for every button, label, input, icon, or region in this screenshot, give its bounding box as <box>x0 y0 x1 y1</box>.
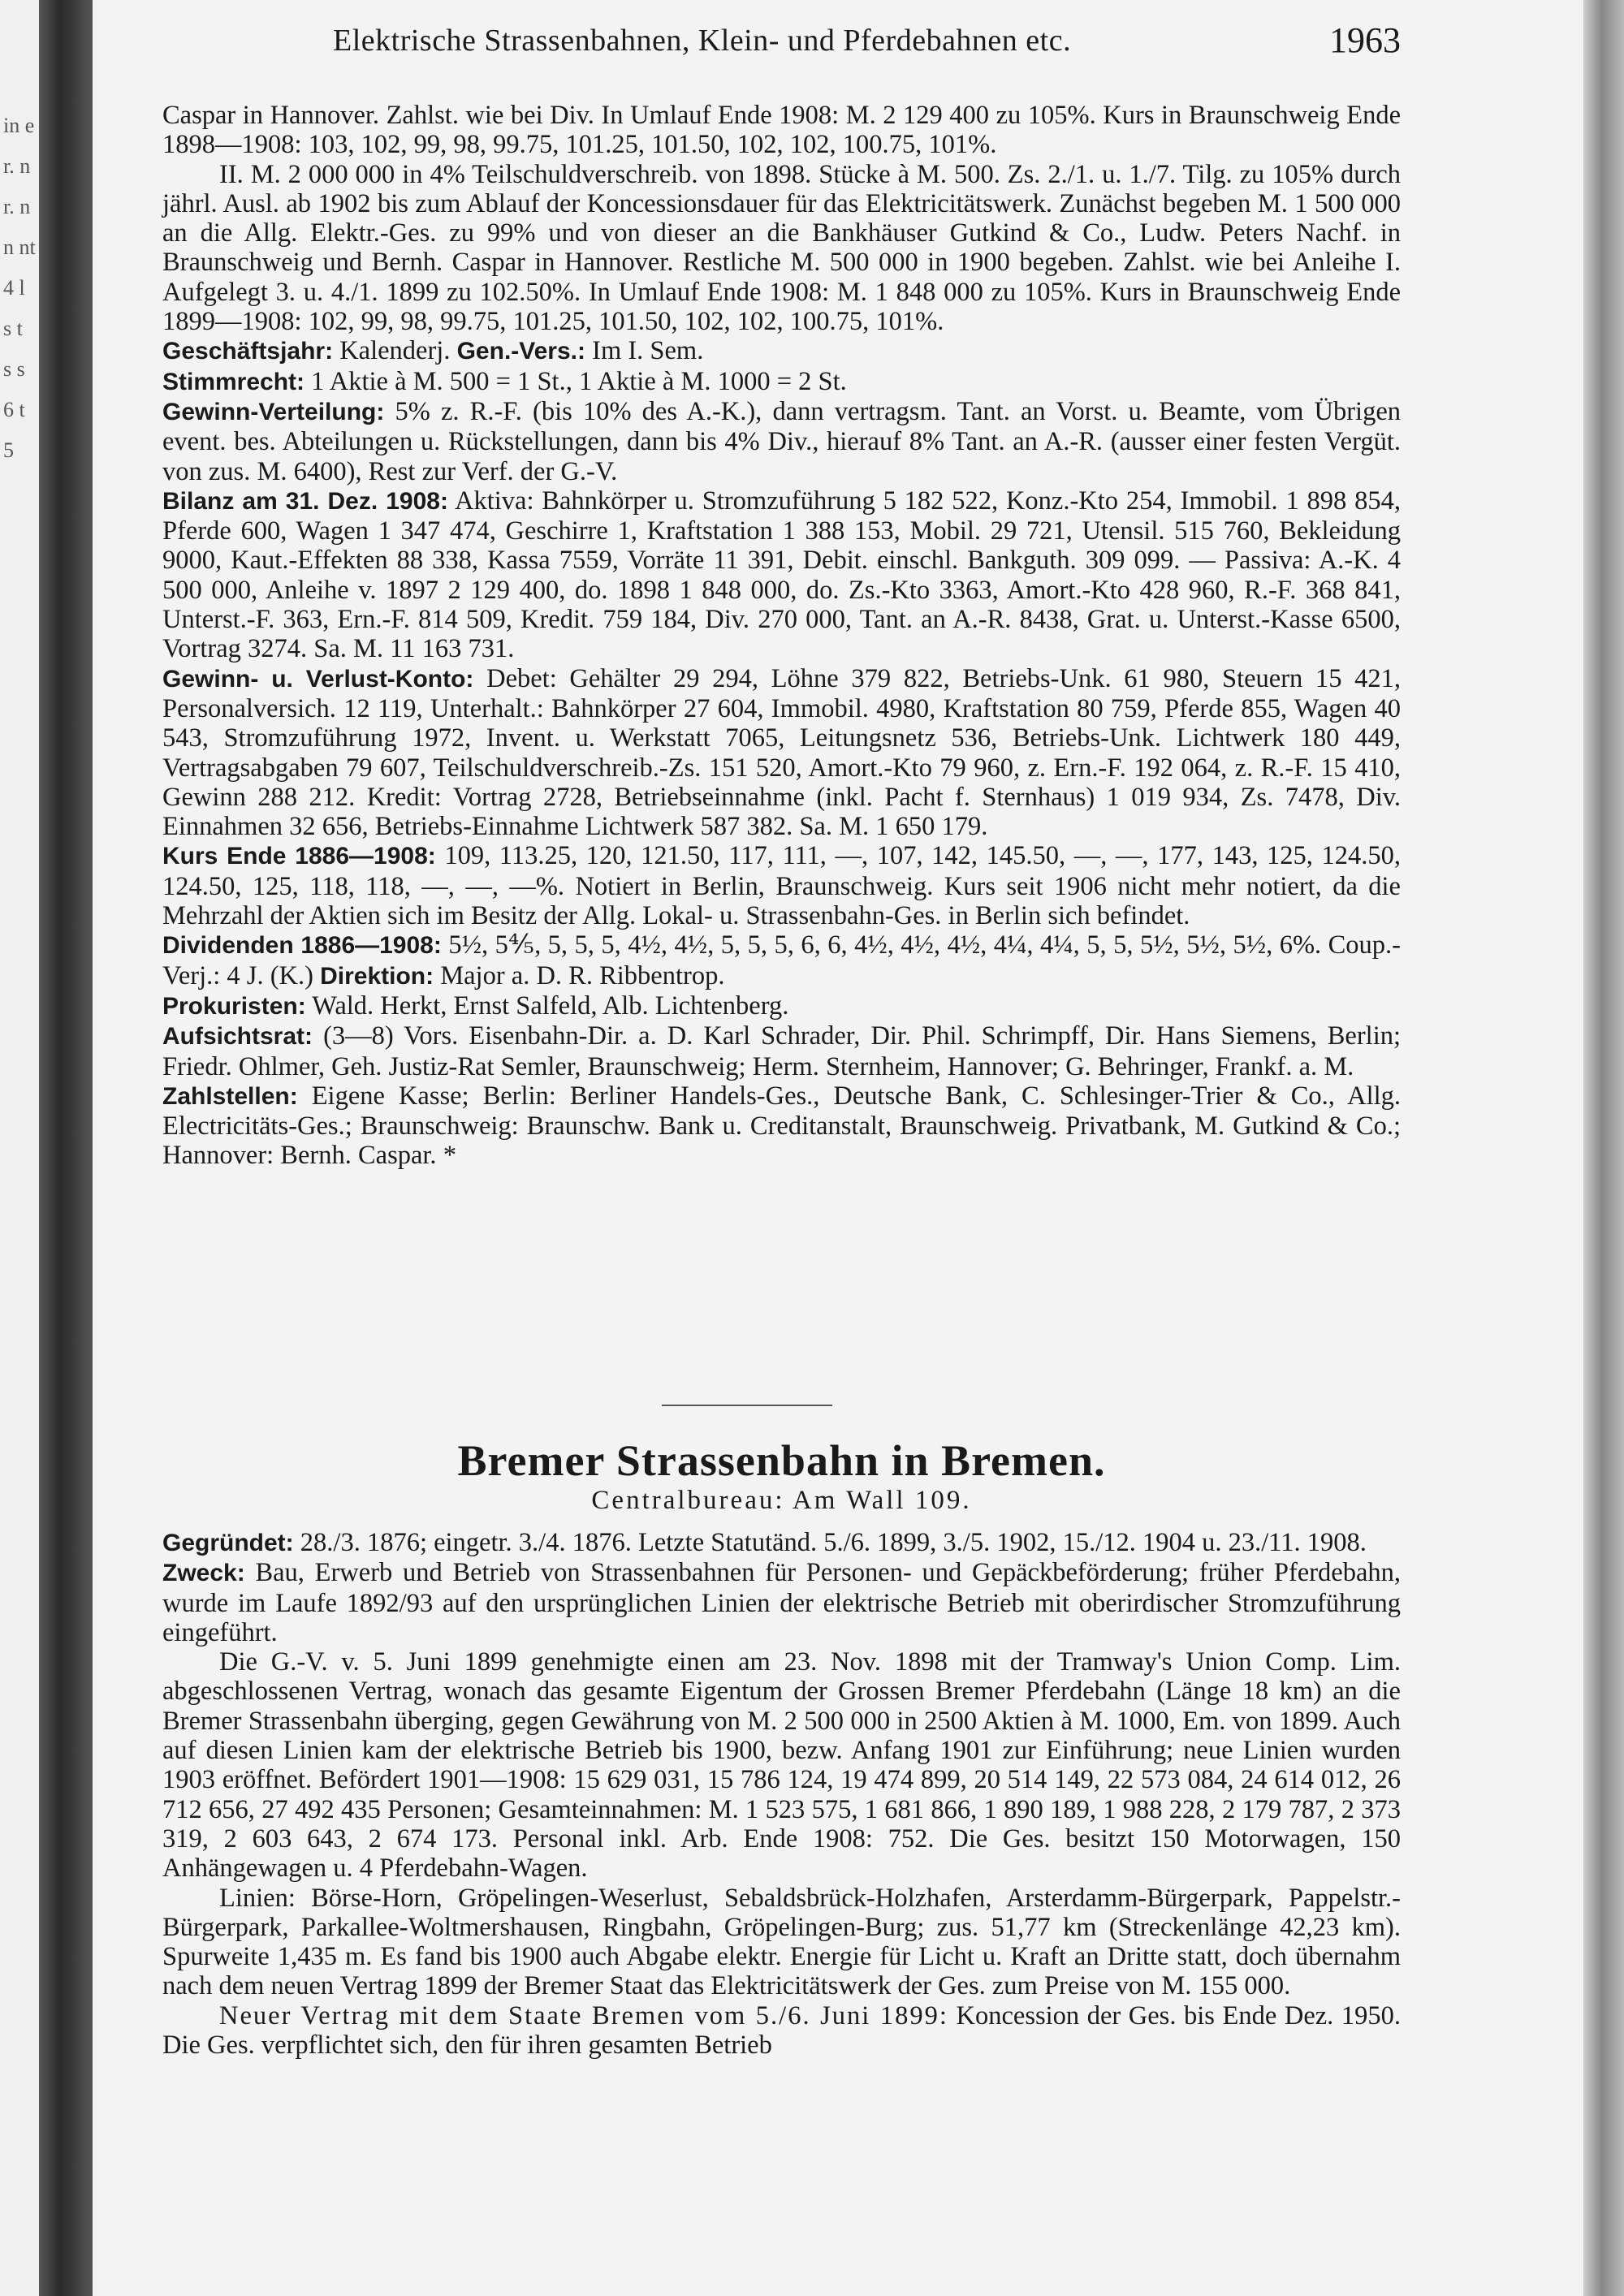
value: (3—8) Vors. Eisenbahn-Dir. a. D. Karl Schrader, Dir. Phil. Schrimpff, Dir. Hans Siemens, Berlin; Friedr. Ohlmer, Geh. Justiz-Rat Semler, Braunschweig; Herm. Sternheim, Hannover; G. Behringer, Frankf. a. M. <box>162 1021 1402 1081</box>
entry-gewinn-verlust <box>162 664 1401 842</box>
entry-aufsichtsrat <box>162 1021 1401 1081</box>
vertrag-text: Koncession der Ges. bis Ende Dez. 1950. Die Ges. verpflichtet sich, den für ihren gesamten Betrieb <box>162 2000 1401 2061</box>
right-page-edge <box>1583 0 1624 2296</box>
vertrag-lead: Neuer Vertrag mit dem Staate Bremen vom 5./6. Juni 1899: <box>219 2000 948 2031</box>
section-braunschweig <box>162 101 1401 1171</box>
paragraph-anleihe-2: II. M. 2 000 000 in 4% Teilschuldverschreib. von 1898. Stücke à M. 500. Zs. 2./1. u. 1./7. Tilg. zu 105% durch jährl. Ausl. ab 1902 bis zum Ablauf der Koncessionsdauer für das Elektricitätswerk. Zunächst begeben M. 1 500 000 an die Allg. Elektr.-Ges. zu 99% und von dieser an die Bankhäuser Gutkind & Co., Ludw. Peters Nachf. in Braunschweig und Bernh. Caspar in Hannover. Restliche M. 500 000 in 1900 begeben. Zahlst. wie bei Anleihe I. Aufgelegt 3. u. 4./1. 1899 zu 102.50%. In Umlauf Ende 1908: M. 1 848 000 zu 105%. Kurs in Braunschweig Ende 1899—1908: 102, 99, 98, 99.75, 101.25, 101.50, 102, 102, 100.75, 101%. <box>162 159 1401 337</box>
entry-zahlstellen <box>162 1081 1401 1171</box>
label: Gegründet: <box>162 1530 294 1556</box>
entry-geschaeftsjahr <box>162 336 1401 366</box>
value: Debet: Gehälter 29 294, Löhne 379 822, Betriebs-Unk. 61 980, Steuern 15 421, Personalversich. 12 119, Unterhalt.: Bahnkörper 27 604, Immobil. 4980, Kraftstation 80 759, Pferde 855, Wagen 40 543, Stromzuführung 1972, Invent. u. Werkstatt 7065, Leitungsnetz 536, Betriebs-Unk. Lichtwerk 180 449, Vertragsabgaben 79 607, Teilschuldverschreib.-Zs. 151 520, Amort.-Kto 79 960, z. Ern.-F. 192 064, z. R.-F. 15 410, Gewinn 288 212. Kredit: Vortrag 2728, Betriebseinnahme (inkl. Pacht f. Sternhaus) 1 019 934, Zs. 7478, Div. Einnahmen 32 656, Betriebs-Einnahme Lichtwerk 587 382. Sa. M. 1 650 179. <box>162 663 1401 842</box>
label: Dividenden 1886—1908: <box>162 932 442 960</box>
value: Eigene Kasse; Berlin: Berliner Handels-Ges., Deutsche Bank, C. Schlesinger-Trier & Co., Allg. Electricitäts-Ges.; Braunschweig: Braunschw. Bank u. Creditanstalt, Braunschweig. Privatbank, M. Gutkind & Co.; Hannover: Bernh. Caspar. <box>162 1081 1402 1171</box>
value: 28./3. 1876; eingetr. 3./4. 1876. Letzte Statutänd. 5./6. 1899, 3./5. 1902, 15./12. 1904 u. 23./11. 1908. <box>300 1528 1367 1557</box>
value: Bau, Erwerb und Betrieb von Strassenbahnen für Personen- und Gepäckbeförderung; früher Pferdebahn, wurde im Laufe 1892/93 auf den ursprünglichen Linien der elektrische Betrieb mit oberirdischer Stromzuführung eingeführt. <box>162 1558 1401 1647</box>
label: Zahlstellen: <box>162 1082 298 1110</box>
company-title: Bremer Strassenbahn in Bremen. <box>457 1436 1106 1485</box>
section-divider <box>662 1405 832 1406</box>
label: Direktion: <box>320 962 434 990</box>
value: Kalenderj. <box>339 336 451 366</box>
label: Bilanz am 31. Dez. 1908: <box>162 487 448 515</box>
paragraph-gv: Die G.-V. v. 5. Juni 1899 genehmigte einen am 23. Nov. 1898 mit der Tramway's Union Comp. Lim. abgeschlossenen Vertrag, wonach das gesamte Eigentum der Grossen Bremer Pferdebahn (Länge 18 km) an die Bremer Strassenbahn überging, gegen Gewährung von M. 2 500 000 in 2500 Aktien à M. 1000, Em. von 1899. Auch auf diesen Linien kam der elektrische Betrieb bis 1900, bezw. Anfang 1901 zur Einführung; neue Linien wurden 1903 eröffnet. Befördert 1901—1908: 15 629 031, 15 786 124, 19 474 899, 20 514 149, 22 573 084, 24 614 012, 26 712 656, 27 492 435 Personen; Gesamteinnahmen: M. 1 523 575, 1 681 866, 1 890 189, 1 988 228, 2 179 787, 2 373 319, 2 603 643, 2 674 173. Personal inkl. Arb. Ende 1908: 752. Die Ges. besitzt 150 Motorwagen, 150 Anhängewagen u. 4 Pferdebahn-Wagen. <box>162 1647 1401 1884</box>
value: 109, 113.25, 120, 121.50, 117, 111, —, 107, 142, 145.50, —, —, 177, 143, 125, 124.50, 124.50, 125, 118, 118, —, —, —%. Notiert in Berlin, Braunschweig. Kurs seit 1906 nicht mehr notiert, da die Mehrzahl der Aktien sich im Besitz der Allg. Lokal- u. Strassenbahn-Ges. in Berlin sich befindet. <box>162 841 1401 931</box>
entry-gewinn-verteilung <box>162 397 1401 486</box>
label: Zweck: <box>162 1560 245 1587</box>
paragraph-vertrag <box>162 2001 1401 2061</box>
value: 5% z. R.-F. (bis 10% des A.-K.), dann vertragsm. Tant. an Vorst. u. Beamte, vom Übrigen event. bes. Abteilungen u. Rückstellungen, dann bis 4% Div., hierauf 8% Tant. an A.-R. (ausser einer festen Vergüt. von zus. M. 6400), Rest zur Verf. der G.-V. <box>162 396 1401 486</box>
running-head: Elektrische Strassenbahnen, Klein- und Pferdebahnen etc. <box>333 24 1072 58</box>
label: Gen.-Vers.: <box>456 338 585 365</box>
value: Aktiva: Bahnkörper u. Stromzuführung 5 182 522, Konz.-Kto 254, Immobil. 1 898 854, Pferde 600, Wagen 1 347 474, Geschirre 1, Kraftstation 1 388 153, Mobil. 29 721, Utensil. 515 760, Bekleidung 9000, Kaut.-Effekten 88 338, Kassa 7559, Vorräte 11 391, Debit. einschl. Bankguth. 309 099. — Passiva: A.-K. 4 500 000, Anleihe v. 1897 2 129 400, do. 1898 1 848 000, do. Zs.-Kto 3363, Amort.-Kto 428 960, R.-F. 368 841, Unterst.-F. 363, Ern.-F. 814 509, Kredit. 759 184, Div. 270 000, Tant. an A.-R. 8438, Grat. u. Unterst.-Kasse 6500, Vortrag 3274. Sa. M. 11 163 731. <box>162 486 1401 664</box>
paragraph-anleihe-1-end: Caspar in Hannover. Zahlst. wie bei Div. In Umlauf Ende 1908: M. 2 129 400 zu 105%. Kurs in Braunschweig Ende 1898—1908: 103, 102, 99, 98, 99.75, 101.25, 101.50, 102, 102, 100.75, 101%. <box>162 101 1401 160</box>
label: Stimmrecht: <box>162 368 305 395</box>
entry-kurs <box>162 841 1401 930</box>
label: Geschäftsjahr: <box>162 338 334 365</box>
entry-prokuristen <box>162 991 1401 1021</box>
value: Major a. D. R. Ribbentrop. <box>440 960 725 990</box>
book-spine <box>39 0 93 2296</box>
paragraph-linien: Linien: Börse-Horn, Gröpelingen-Weserlust, Sebaldsbrück-Holzhafen, Arsterdamm-Bürgerpark, Pappelstr.-Bürgerpark, Parkallee-Woltmershausen, Ringbahn, Gröpelingen-Burg; zus. 51,77 km (Streckenlänge 42,23 km). Spurweite 1,435 m. Es fand bis 1900 auch Abgabe elektr. Energie für Licht u. Kraft an Dritte statt, doch übernahm nach dem neuen Vertrag 1899 der Bremer Staat das Elektricitätswerk der Ges. zum Preise von M. 155 000. <box>162 1883 1401 2001</box>
page-number: 1963 <box>1329 20 1401 60</box>
adjacent-page-fragments: in e r. n r. n n nt 4 l s t s s 6 t 5 <box>3 114 36 462</box>
label: Prokuristen: <box>162 992 306 1020</box>
section-bremen <box>162 1528 1401 2060</box>
label: Gewinn- u. Verlust-Konto: <box>162 665 474 693</box>
entry-stimmrecht <box>162 367 1401 397</box>
asterisk: * <box>443 1141 456 1171</box>
label: Aufsichtsrat: <box>162 1023 313 1051</box>
label: Kurs Ende 1886—1908: <box>162 843 436 870</box>
value: 5½, 5⅘, 5, 5, 5, 4½, 4½, 5, 5, 5, 6, 6, 4½, 4½, 4½, 4¼, 4¼, 5, 5, 5½, 5½, 5½, 6%. Coup.-Verj.: 4 J. (K.) <box>162 930 1402 990</box>
value: 1 Aktie à M. 500 = 1 St., 1 Aktie à M. 1000 = 2 St. <box>311 366 847 396</box>
entry-bilanz <box>162 486 1401 664</box>
entry-zweck <box>162 1558 1401 1647</box>
label: Gewinn-Verteilung: <box>162 398 385 425</box>
company-office: Centralbureau: Am Wall 109. <box>591 1486 972 1515</box>
entry-dividenden <box>162 930 1401 991</box>
value: Wald. Herkt, Ernst Salfeld, Alb. Lichtenberg. <box>312 990 789 1021</box>
value: Im I. Sem. <box>592 336 704 366</box>
entry-gegruendet <box>162 1528 1401 1558</box>
